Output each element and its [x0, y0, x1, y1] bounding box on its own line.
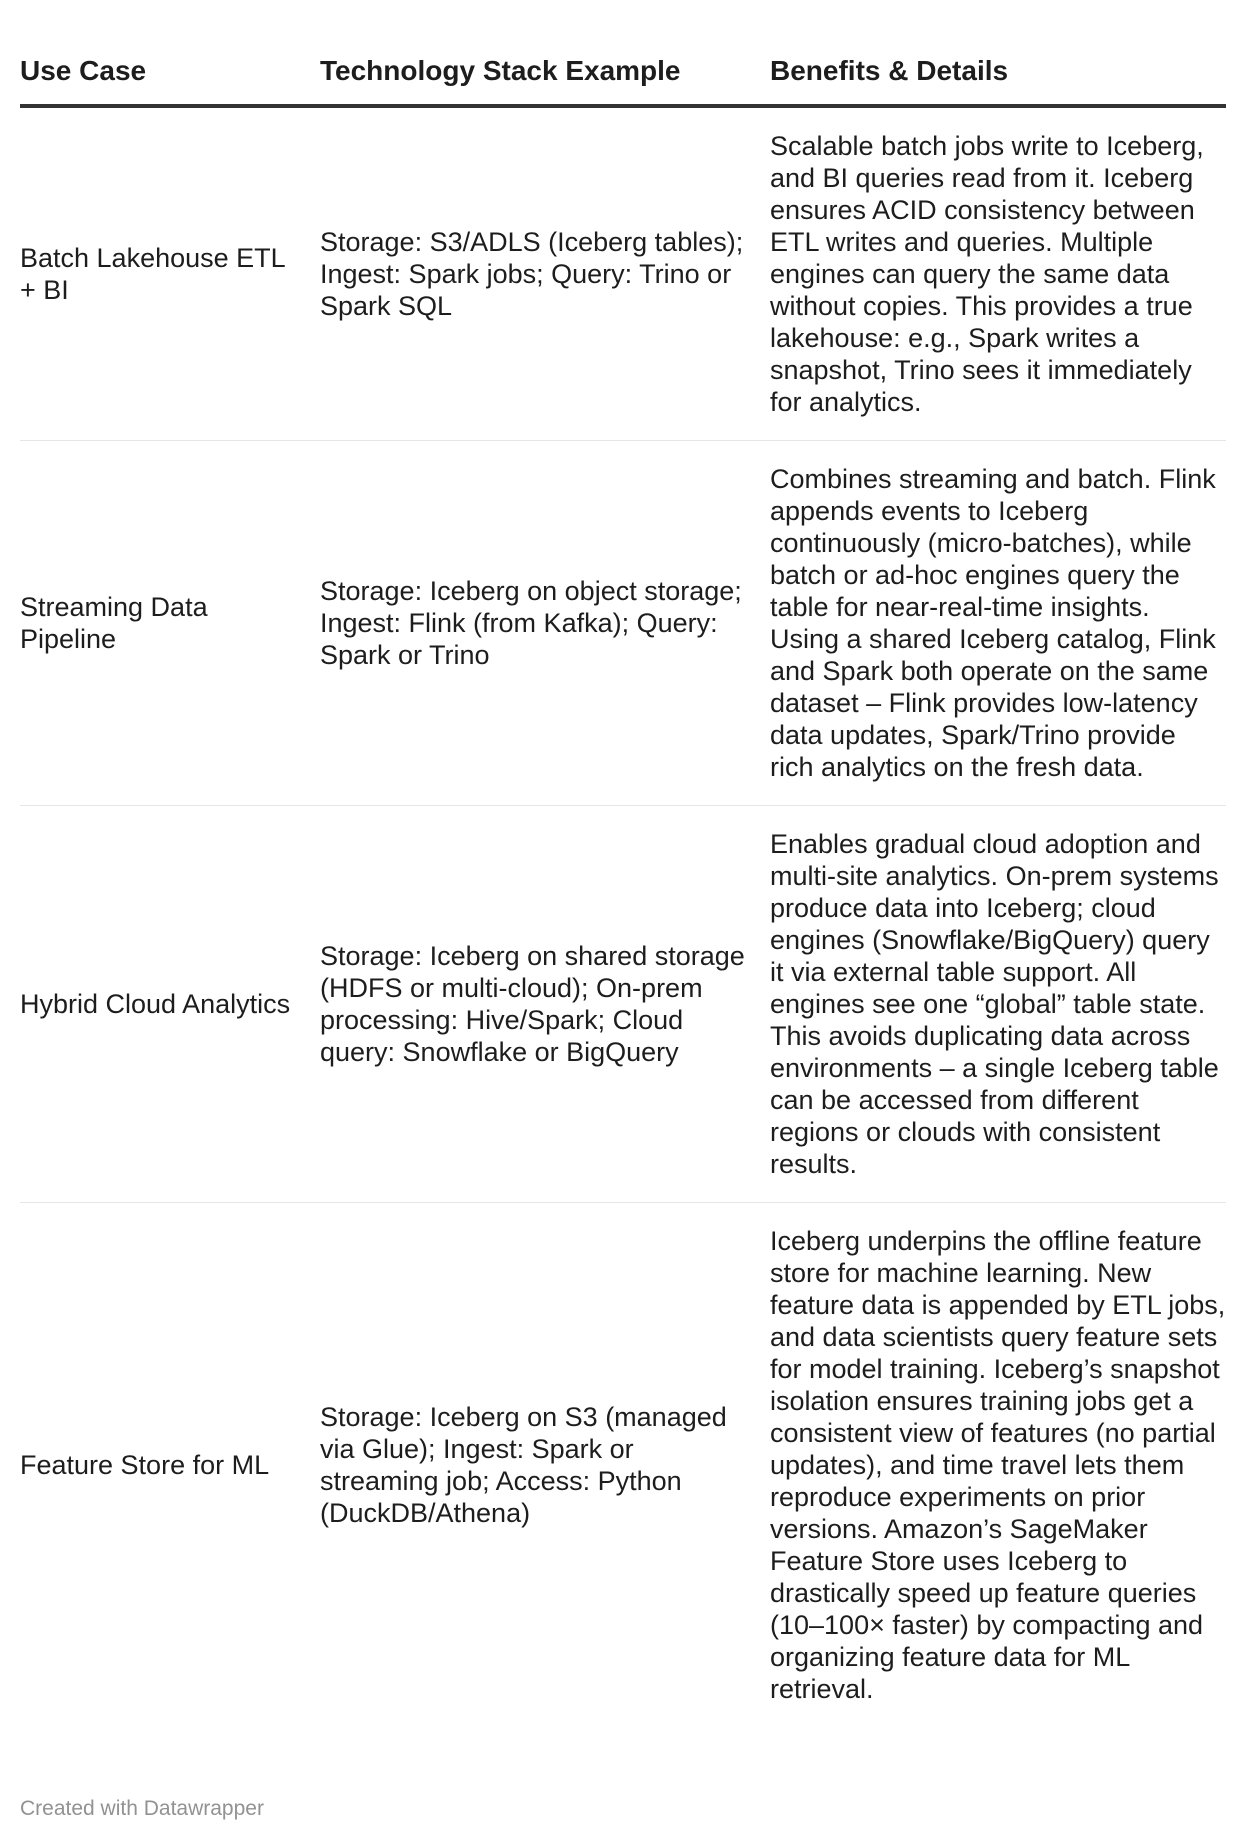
table-row — [20, 1203, 1226, 1728]
cell-technology-stack: Storage: S3/ADLS (Iceberg tables); Ingest: Spark jobs; Query: Trino or Spark SQL — [320, 106, 770, 441]
table-row — [20, 806, 1226, 1203]
table-header — [20, 40, 1226, 106]
header-row — [20, 40, 1226, 106]
table-row — [20, 441, 1226, 806]
cell-use-case: Hybrid Cloud Analytics — [20, 806, 320, 1203]
header-technology-stack[interactable]: Technology Stack Example — [320, 40, 770, 106]
table-body — [20, 106, 1226, 1727]
cell-technology-stack: Storage: Iceberg on S3 (managed via Glue); Ingest: Spark or streaming job; Access: Python (DuckDB/Athena) — [320, 1402, 727, 1528]
cell-benefits-details: Combines streaming and batch. Flink appends events to Iceberg continuously (micro-batches), while batch or ad-hoc engines query the table for near-real-time insights. Using a shared Iceberg catalog, Flink and Spark both operate on the same dataset – Flink provides low-latency data updates, Spark/Trino provide rich analytics on the fresh data. — [770, 441, 1226, 806]
cell-use-case: Feature Store for ML — [20, 1450, 270, 1480]
datawrapper-credit[interactable]: Created with Datawrapper — [20, 1797, 264, 1820]
cell-benefits-details: Iceberg underpins the offline feature store for machine learning. New feature data is appended by ETL jobs, and data scientists query feature sets for model training. Iceberg’s snapshot isolation ensures training jobs get a consistent view of features (no partial updates), and time travel lets them reproduce experiments on prior versions. Amazon’s SageMaker Feature Store uses Iceberg to drastically speed up feature queries (10–100× faster) by compacting and organizing feature data for ML retrieval. — [770, 1226, 1226, 1704]
header-benefits-details[interactable]: Benefits & Details — [770, 40, 1226, 106]
header-use-case[interactable]: Use Case — [20, 40, 320, 106]
cell-use-case: Streaming Data Pipeline — [20, 441, 320, 806]
cell-technology-stack: Storage: Iceberg on object storage; Ingest: Flink (from Kafka); Query: Spark or Trino — [320, 441, 770, 806]
cell-technology-stack: Storage: Iceberg on shared storage (HDFS or multi-cloud); On-prem processing: Hive/Spark; Cloud query: Snowflake or BigQuery — [320, 806, 770, 1203]
cell-benefits-details: Scalable batch jobs write to Iceberg, and BI queries read from it. Iceberg ensures ACID consistency between ETL writes and queries. Multiple engines can query the same data without copies. This provides a true lakehouse: e.g., Spark writes a snapshot, Trino sees it immediately for analytics. — [770, 106, 1226, 441]
cell-benefits-details: Enables gradual cloud adoption and multi-site analytics. On-prem systems produce data into Iceberg; cloud engines (Snowflake/BigQuery) query it via external table support. All engines see one “global” table state. This avoids duplicating data across environments – a single Iceberg table can be accessed from different regions or clouds with consistent results. — [770, 806, 1226, 1203]
data-table — [20, 40, 1226, 1727]
cell-use-case: Batch Lakehouse ETL + BI — [20, 106, 320, 441]
table-row — [20, 106, 1226, 441]
